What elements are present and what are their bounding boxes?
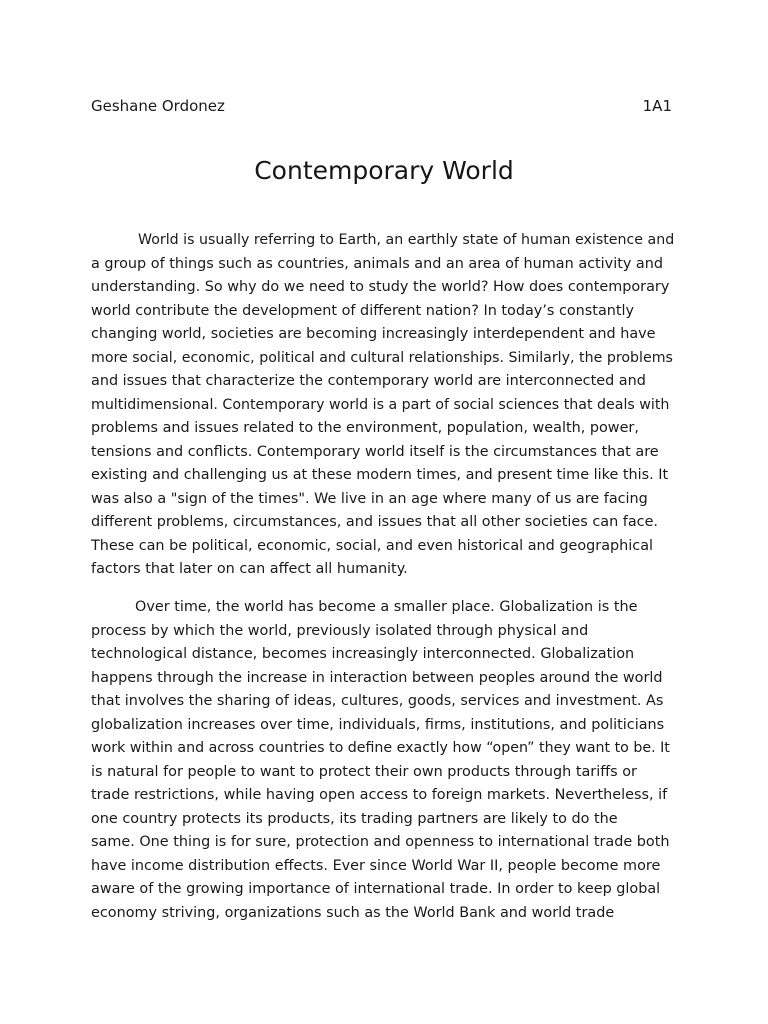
text-line: work within and across countries to define exactly how “open” they want to be. It bbox=[91, 740, 670, 756]
text-line: factors that later on can affect all humanity. bbox=[91, 561, 408, 577]
text-line: is natural for people to want to protect their own products through tariffs or bbox=[91, 763, 637, 780]
section-code: 1A1 bbox=[642, 97, 672, 115]
page-title: Contemporary World bbox=[254, 156, 514, 185]
text-line: a group of things such as countries, animals and an area of human activity and bbox=[91, 255, 664, 272]
text-line: understanding. So why do we need to study the world? How does contemporary bbox=[91, 279, 670, 295]
text-line: These can be political, economic, social, and even historical and geographical bbox=[91, 537, 654, 554]
text-line: Over time, the world has become a smaller place. Globalization is the bbox=[135, 599, 638, 615]
text-line: that involves the sharing of ideas, cultures, goods, services and investment. As bbox=[91, 693, 664, 709]
author-name: Geshane Ordonez bbox=[91, 97, 225, 115]
text-line: World is usually referring to Earth, an earthly state of human existence and bbox=[138, 232, 675, 248]
text-line: was also a "sign of the times". We live in an age where many of us are facing bbox=[91, 490, 648, 507]
text-line: and issues that characterize the contemporary world are interconnected and bbox=[91, 373, 646, 389]
text-line: technological distance, becomes increasingly interconnected. Globalization bbox=[91, 646, 635, 662]
text-line: happens through the increase in interaction between peoples around the world bbox=[91, 669, 663, 686]
text-line: have income distribution effects. Ever since World War II, people become more bbox=[91, 857, 661, 874]
text-line: existing and challenging us at these modern times, and present time like this. It bbox=[91, 467, 669, 483]
document-header bbox=[91, 95, 672, 117]
text-line: trade restrictions, while having open access to foreign markets. Nevertheless, if bbox=[91, 787, 668, 803]
text-line: economy striving, organizations such as the World Bank and world trade bbox=[91, 904, 615, 921]
text-line: changing world, societies are becoming increasingly interdependent and have bbox=[91, 326, 656, 342]
text-line: problems and issues related to the environment, population, wealth, power, bbox=[91, 420, 639, 436]
text-line: different problems, circumstances, and issues that all other societies can face. bbox=[91, 514, 659, 530]
text-line: world contribute the development of different nation? In today’s constantly bbox=[91, 302, 635, 319]
paragraph-2 bbox=[91, 596, 677, 925]
text-line: aware of the growing importance of international trade. In order to keep global bbox=[91, 881, 661, 897]
text-line: one country protects its products, its trading partners are likely to do the bbox=[91, 810, 618, 827]
text-line: more social, economic, political and cultural relationships. Similarly, the problems bbox=[91, 349, 673, 366]
text-line: tensions and conflicts. Contemporary world itself is the circumstances that are bbox=[91, 443, 659, 460]
text-line: process by which the world, previously isolated through physical and bbox=[91, 622, 589, 639]
text-line: multidimensional. Contemporary world is a part of social sciences that deals with bbox=[91, 396, 670, 413]
paragraph-1 bbox=[91, 229, 677, 582]
text-line: same. One thing is for sure, protection and openness to international trade both bbox=[91, 834, 670, 850]
text-line: globalization increases over time, individuals, firms, institutions, and politicians bbox=[91, 716, 665, 733]
